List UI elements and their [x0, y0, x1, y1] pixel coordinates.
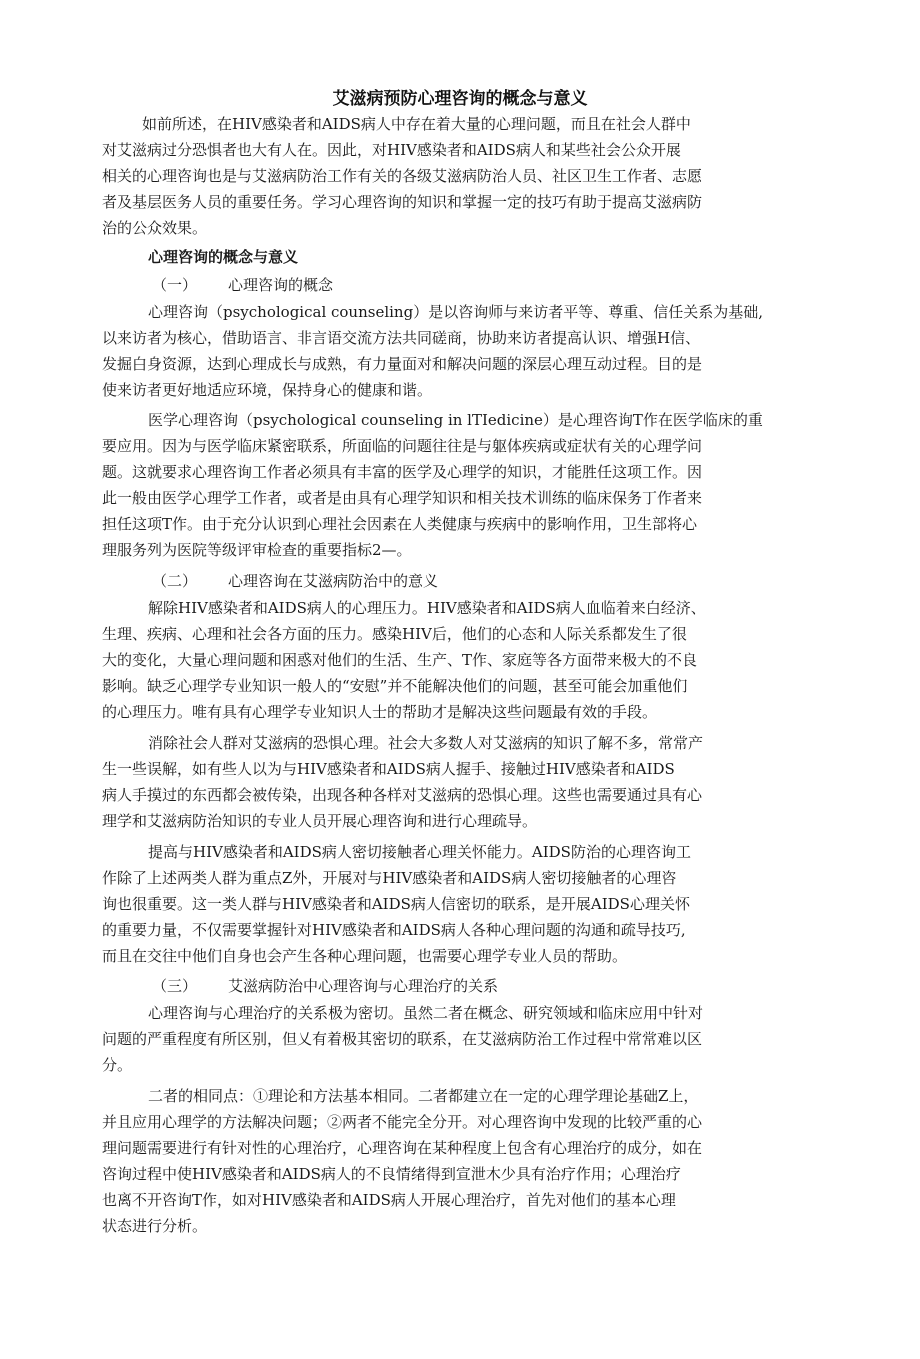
para-line: 以来访者为核心，借助语言、非言语交流方法共同磋商，协助来访者提高认识、增强H信、 [102, 329, 701, 347]
para-line: 理问题需要进行有针对性的心理治疗，心理咨询在某种程度上包含有心理治疗的成分，如在 [102, 1139, 703, 1157]
intro-line: 对艾滋病过分恐惧者也大有人在。因此，对HIV感染者和AIDS病人和某些社会公众开展 [102, 141, 681, 159]
subsection-title: 心理咨询在艾滋病防治中的意义 [228, 572, 439, 590]
para-line: 状态进行分析。 [102, 1217, 208, 1235]
para-line: 理学和艾滋病防治知识的专业人员开展心理咨询和进行心理疏导。 [102, 812, 538, 830]
para-line: 也离不开咨询T作，如对HIV感染者和AIDS病人开展心理治疗，首先对他们的基本心理 [102, 1191, 676, 1209]
para-line: 生理、疾病、心理和社会各方面的压力。感染HIV后，他们的心态和人际关系都发生了很 [102, 625, 687, 643]
subsection-number: （三） [152, 977, 198, 995]
para-line: 病人手摸过的东西都会被传染，出现各种各样对艾滋病的恐惧心理。这些也需要通过具有心 [102, 786, 703, 804]
para-line: 解除HIV感染者和AIDS病人的心理压力。HIV感染者和AIDS病人血临着来白经济、 [148, 599, 706, 617]
subsection-number: （二） [152, 572, 198, 590]
subsection-number: （一） [152, 276, 198, 294]
para-line: 的心理压力。唯有具有心理学专业知识人士的帮助才是解决这些问题最有效的手段。 [102, 703, 658, 721]
para-line: 询也很重要。这一类人群与HIV感染者和AIDS病人信密切的联系，是开展AIDS心理关怀 [102, 895, 690, 913]
subsection-title: 心理咨询的概念 [228, 276, 334, 294]
subsection-title: 艾滋病防治中心理咨询与心理治疗的关系 [228, 977, 499, 995]
para-line: 消除社会人群对艾滋病的恐惧心理。社会大多数人对艾滋病的知识了解不多，常常产 [148, 734, 704, 752]
para-line: 影响。缺乏心理学专业知识一般人的“安慰”并不能解决他们的问题，甚至可能会加重他们 [102, 677, 688, 695]
para-line: 并且应用心理学的方法解决问题；②两者不能完全分开。对心理咨询中发现的比较严重的心 [102, 1113, 703, 1131]
para-line: 提高与HIV感染者和AIDS病人密切接触者心理关怀能力。AIDS防治的心理咨询工 [148, 843, 691, 861]
para-line: 生一些误解，如有些人以为与HIV感染者和AIDS病人握手、接触过HIV感染者和AIDS [102, 760, 675, 778]
para-line: 咨询过程中使HIV感染者和AIDS病人的不良情绪得到宣泄木少具有治疗作用；心理治疗 [102, 1165, 681, 1183]
section-heading: 心理咨询的概念与意义 [148, 248, 299, 266]
para-line: 担任这项T作。由于充分认识到心理社会因素在人类健康与疾病中的影响作用，卫生部将心 [102, 515, 698, 533]
para-line: 的重要力量，不仅需要掌握针对HIV感染者和AIDS病人各种心理问题的沟通和疏导技巧, [102, 921, 686, 939]
para-line: 作除了上述两类人群为重点Z外，开展对与HIV感染者和AIDS病人密切接触者的心理咨 [102, 869, 677, 887]
para-line: 而且在交往中他们自身也会产生各种心理问题，也需要心理学专业人员的帮助。 [102, 947, 628, 965]
para-line: 此一般由医学心理学工作者，或者是由具有心理学知识和相关技术训练的临床保务丁作者来 [102, 489, 703, 507]
intro-line: 如前所述，在HIV感染者和AIDS病人中存在着大量的心理问题，而且在社会人群中 [142, 115, 691, 133]
para-line: 要应用。因为与医学临床紧密联系，所面临的问题往往是与躯体疾病或症状有关的心理学问 [102, 437, 703, 455]
para-line: 问题的严重程度有所区别，但乂有着极其密切的联系，在艾滋病防治工作过程中常常难以区 [102, 1030, 703, 1048]
para-line: 题。这就要求心理咨询工作者必须具有丰富的医学及心理学的知识，才能胜任这项工作。因 [102, 463, 703, 481]
intro-line: 者及基层医务人员的重要任务。学习心理咨询的知识和掌握一定的技巧有助于提高艾滋病防 [102, 193, 703, 211]
para-line: 二者的相同点：①理论和方法基本相同。二者都建立在一定的心理学理论基础Z上， [148, 1087, 699, 1105]
para-line: 医学心理咨询（psychological counseling in lTIedicine）是心理咨询T作在医学临床的重 [148, 411, 763, 429]
para-line: 心理咨询与心理治疗的关系极为密切。虽然二者在概念、研究领域和临床应用中针对 [148, 1004, 704, 1022]
intro-line: 治的公众效果。 [102, 219, 208, 237]
page-title: 艾滋病预防心理咨询的概念与意义 [332, 89, 588, 109]
para-line: 发掘白身资源，达到心理成长与成熟，有力量面对和解决问题的深层心理互动过程。目的是 [102, 355, 703, 373]
para-line: 大的变化，大量心理问题和困惑对他们的生活、生产、T作、家庭等各方面带来极大的不良 [102, 651, 698, 669]
para-line: 心理咨询（psychological counseling）是以咨询师与来访者平等、尊重、信任关系为基础, [148, 303, 763, 321]
intro-line: 相关的心理咨询也是与艾滋病防治工作有关的各级艾滋病防治人员、社区卫生工作者、志愿 [102, 167, 703, 185]
para-line: 分。 [102, 1056, 133, 1074]
para-line: 使来访者更好地适应环境，保持身心的健康和谐。 [102, 381, 433, 399]
para-line: 理服务列为医院等级评审检查的重要指标2—。 [102, 541, 412, 559]
